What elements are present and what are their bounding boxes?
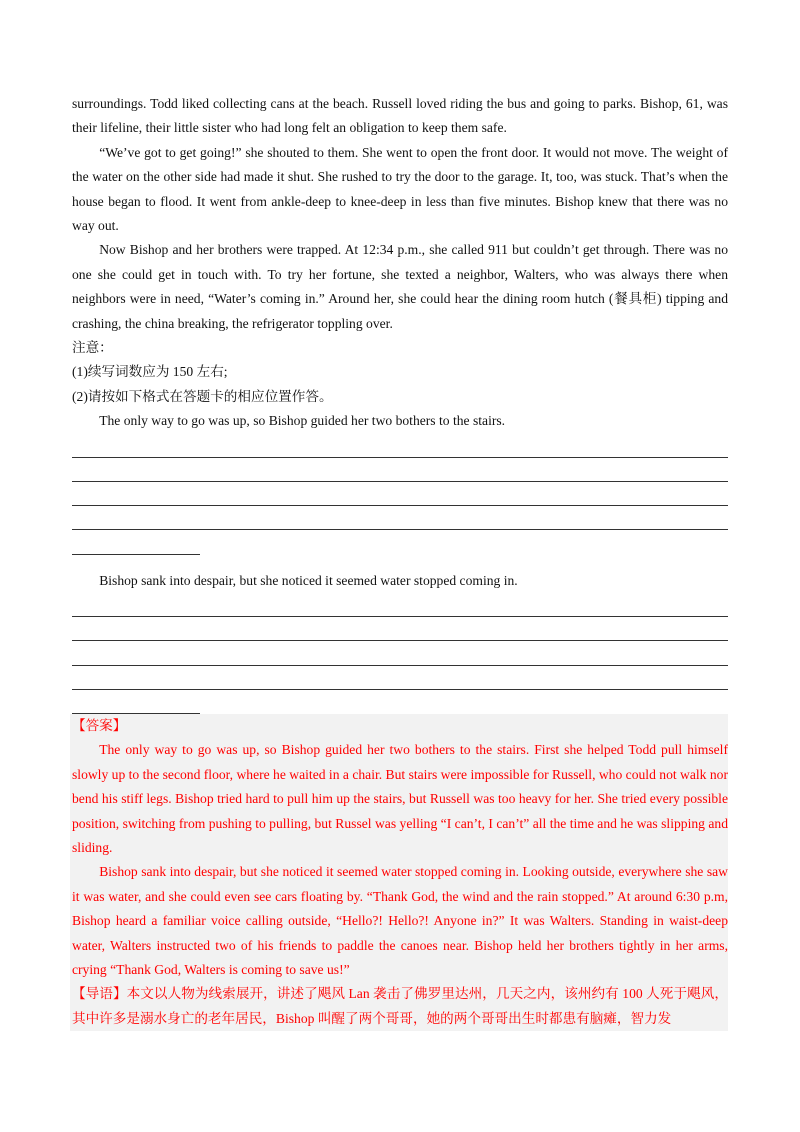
answer-title: 【答案】 xyxy=(72,717,127,733)
writing-line-short[interactable] xyxy=(72,690,200,714)
answer-paragraph-1: The only way to go was up, so Bishop guided her two bothers to the stairs. First she helped Todd pull himself slowly up to the second floor, where he waited in a chair. But stairs were impossible for Russell, who could not walk nor bend his stiff legs. Bishop tried hard to pull him up the stairs, but Russell was too heavy for her. She tried every possible position, switching from pushing to pulling, but Russel was yelling “I can’t, I can’t” all the time and he was slipping and sliding. xyxy=(72,742,728,855)
guide-label: 【导语】 xyxy=(72,986,127,1003)
writing-line[interactable] xyxy=(72,434,728,458)
notes-item-2: (2)请按如下格式在答题卡的相应位置作答。 xyxy=(72,388,333,404)
notes-item-1: (1)续写词数应为 150 左右; xyxy=(72,364,228,380)
writing-line[interactable] xyxy=(72,506,728,530)
guide-paragraph xyxy=(72,982,728,1031)
writing-line-short[interactable] xyxy=(72,530,200,554)
guide-text: 本文以人物为线索展开，讲述了飓风 Lan 袭击了佛罗里达州，几天之内，该州约有 100 人死于飓风，其中许多是溺水身亡的老年居民，Bishop 叫醒了两个哥哥，她的两个哥哥出生时都患有脑瘫，智力发 xyxy=(72,986,728,1026)
notes-title: 注意： xyxy=(72,340,113,356)
writing-lines-1 xyxy=(72,434,728,555)
passage-paragraph-3: Now Bishop and her brothers were trapped. At 12:34 p.m., she called 911 but couldn’t get through. There was no one she could get in touch with. To try her fortune, she texted a neighbor, Walters, who was always there when neighbors were in need, “Water’s coming in.” Around her, she could hear the dining room hutch (餐具柜) tipping and crashing, the china breaking, the refrigerator toppling over. xyxy=(72,242,728,331)
writing-line[interactable] xyxy=(72,617,728,641)
writing-line[interactable] xyxy=(72,666,728,690)
answer-paragraph-2: Bishop sank into despair, but she noticed it seemed water stopped coming in. Looking outside, everywhere she saw it was water, and she could even see cars floating by. “Thank God, the wind and the rain stopped.” At around 6:30 p.m, Bishop heard a familiar voice calling outside, “Hello?! Hello?! Anyone in?” It was Walters. Standing in waist-deep water, Walters instructed two of his friends to paddle the canoes near. Bishop held her brothers tightly in her arms, crying “Thank God, Walters is coming to save us!” xyxy=(72,864,728,978)
passage-paragraph-1: surroundings. Todd liked collecting cans at the beach. Russell loved riding the bus and going to parks. Bishop, 61, was their lifeline, their little sister who had long felt an obligation to keep them safe. xyxy=(72,96,728,136)
writing-lines-2 xyxy=(72,593,728,714)
writing-line[interactable] xyxy=(72,593,728,617)
document-page xyxy=(72,92,728,1031)
continuation-prompt-1: The only way to go was up, so Bishop guided her two bothers to the stairs. xyxy=(99,413,506,429)
spacer xyxy=(72,555,728,569)
answer-section xyxy=(70,714,728,1031)
writing-line[interactable] xyxy=(72,641,728,665)
writing-line[interactable] xyxy=(72,482,728,506)
writing-line[interactable] xyxy=(72,458,728,482)
continuation-prompt-2: Bishop sank into despair, but she noticed it seemed water stopped coming in. xyxy=(99,572,518,588)
passage-paragraph-2: “We’ve got to get going!” she shouted to them. She went to open the front door. It would not move. The weight of the water on the other side had made it shut. She rushed to try the door to the garage. It, too, was stuck. That’s when the house began to flood. It went from ankle-deep to knee-deep in less than five minutes. Bishop knew that there was no way out. xyxy=(72,144,728,234)
